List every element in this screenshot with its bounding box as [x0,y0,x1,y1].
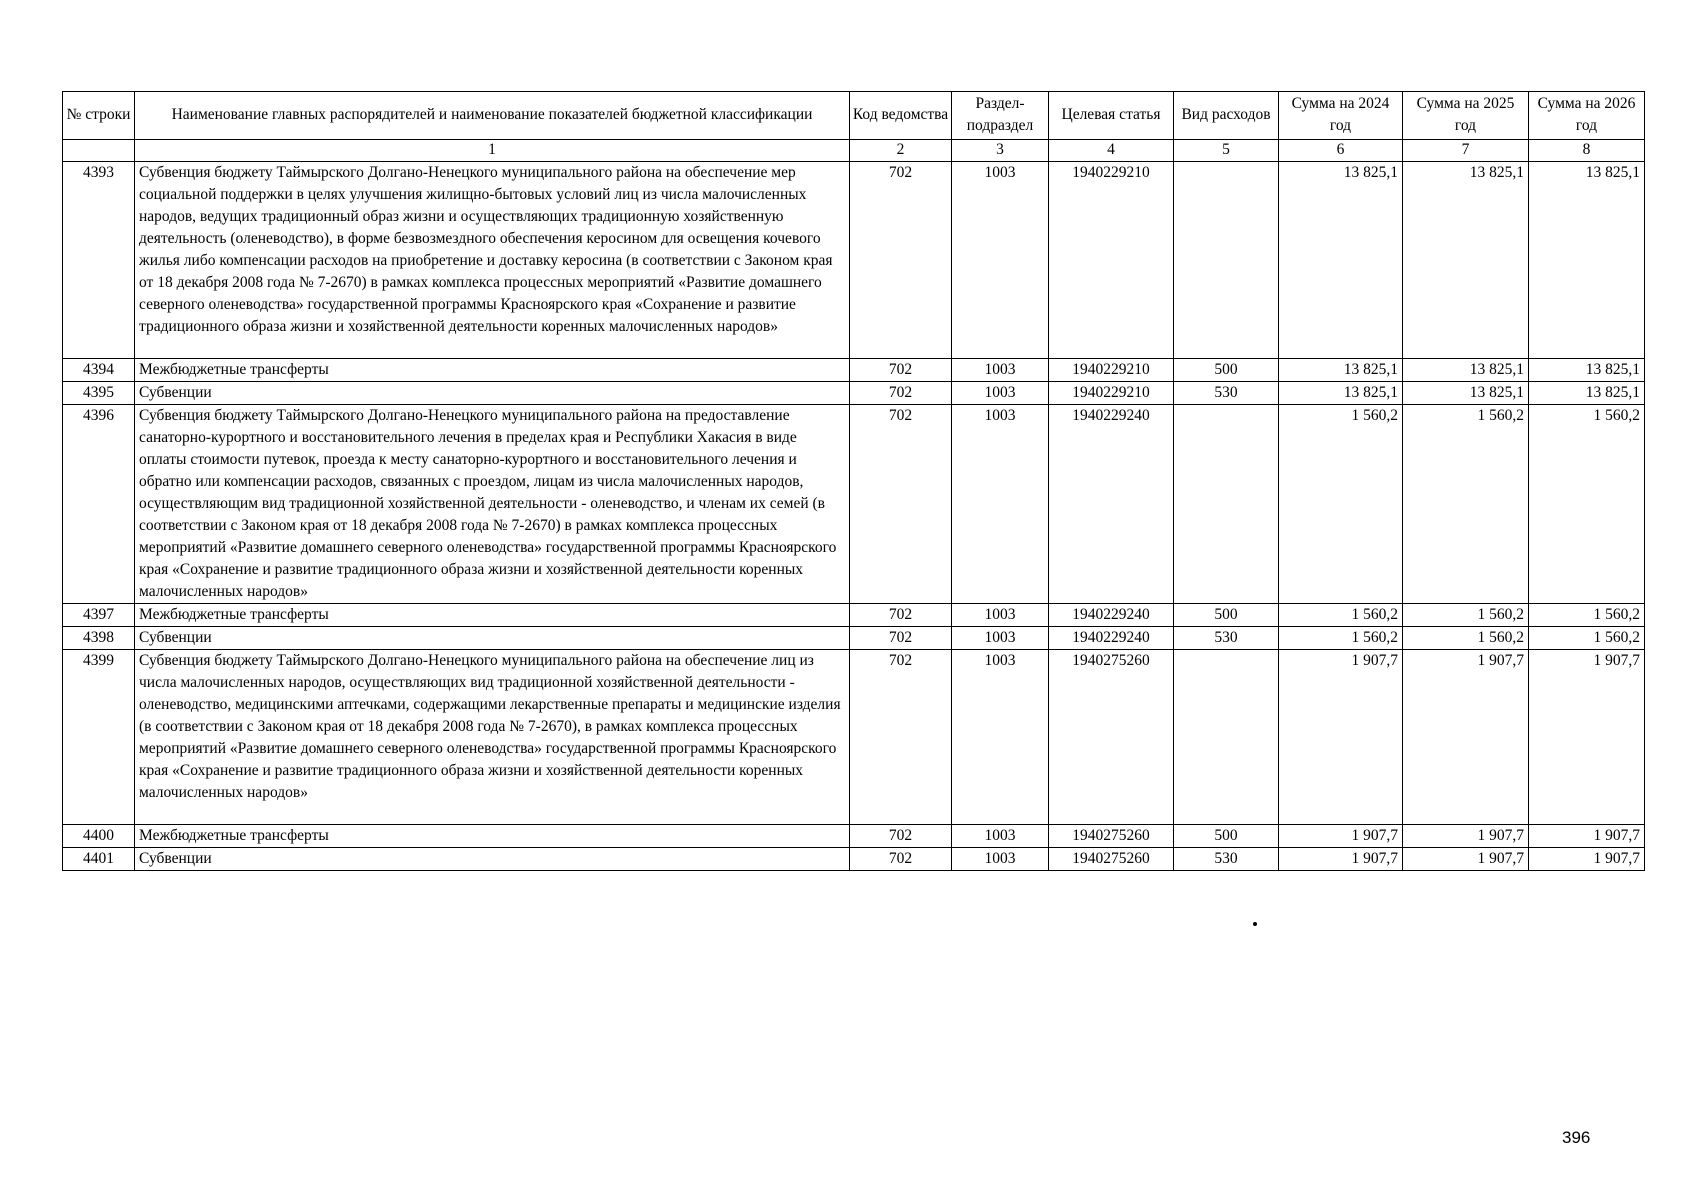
header-expense-type: Вид расходов [1174,92,1279,140]
row-sum-2026: 13 825,1 [1529,161,1645,358]
header-sum-2024: Сумма на 2024 год [1279,92,1403,140]
row-sum-2025: 1 560,2 [1403,626,1529,649]
scan-speck [1253,922,1257,926]
column-number: 8 [1529,139,1645,161]
row-expense-type: 500 [1174,824,1279,847]
row-number: 4394 [63,358,135,381]
table-row [63,603,1645,626]
row-target: 1940275260 [1049,824,1174,847]
row-expense-type [1174,161,1279,358]
row-target: 1940275260 [1049,649,1174,824]
table-row [63,847,1645,870]
row-dept-code: 702 [850,649,952,824]
header-row [63,92,1645,140]
header-sum-2026: Сумма на 2026 год [1529,92,1645,140]
row-name: Межбюджетные трансферты [135,603,850,626]
row-expense-type [1174,649,1279,824]
row-expense-type [1174,404,1279,603]
header-name: Наименование главных распорядителей и наименование показателей бюджетной классификации [135,92,850,140]
row-section: 1003 [952,404,1049,603]
table-row [63,626,1645,649]
row-number: 4397 [63,603,135,626]
row-number: 4395 [63,381,135,404]
row-section: 1003 [952,603,1049,626]
row-section: 1003 [952,161,1049,358]
row-target: 1940229210 [1049,161,1174,358]
row-number: 4398 [63,626,135,649]
budget-table [62,91,1645,871]
row-name: Субвенция бюджету Таймырского Долгано-Ненецкого муниципального района на обеспечение мер социальной поддержки в целях улучшения жилищно-бытовых условий лиц из числа малочисленных народов, ведущих традиционный образ жизни и осуществляющих традиционную хозяйственную деятельность (оленеводство), в форме безвозмездного обеспечения керосином для освещения кочевого жилья либо компенсации расходов на приобретение и доставку керосина (в соответствии с Законом края от 18 декабря 2008 года № 7-2670) в рамках комплекса процессных мероприятий «Развитие домашнего северного оленеводства» государственной программы Красноярского края «Сохранение и развитие традиционного образа жизни и хозяйственной деятельности коренных малочисленных народов» [135,161,850,358]
row-expense-type: 500 [1174,603,1279,626]
row-sum-2024: 1 907,7 [1279,824,1403,847]
row-dept-code: 702 [850,381,952,404]
row-target: 1940229210 [1049,381,1174,404]
row-section: 1003 [952,626,1049,649]
row-sum-2026: 1 907,7 [1529,847,1645,870]
row-sum-2024: 13 825,1 [1279,161,1403,358]
column-number: 2 [850,139,952,161]
budget-sheet [62,91,1644,871]
row-target: 1940229240 [1049,626,1174,649]
row-number: 4393 [63,161,135,358]
page-number: 396 [1562,1128,1591,1147]
row-sum-2024: 1 907,7 [1279,649,1403,824]
table-row [63,404,1645,603]
row-section: 1003 [952,381,1049,404]
row-sum-2025: 1 907,7 [1403,824,1529,847]
row-sum-2026: 1 907,7 [1529,824,1645,847]
column-number-row [63,139,1645,161]
table-row [63,824,1645,847]
row-section: 1003 [952,824,1049,847]
table-row [63,381,1645,404]
table-row [63,358,1645,381]
row-sum-2025: 13 825,1 [1403,161,1529,358]
row-sum-2024: 13 825,1 [1279,381,1403,404]
row-name: Субвенции [135,381,850,404]
row-sum-2026: 1 907,7 [1529,649,1645,824]
row-sum-2025: 1 560,2 [1403,404,1529,603]
row-sum-2024: 13 825,1 [1279,358,1403,381]
row-sum-2026: 1 560,2 [1529,603,1645,626]
row-name: Субвенции [135,847,850,870]
row-number: 4401 [63,847,135,870]
table-row [63,161,1645,358]
row-section: 1003 [952,847,1049,870]
row-expense-type: 530 [1174,847,1279,870]
row-dept-code: 702 [850,824,952,847]
row-name: Межбюджетные трансферты [135,358,850,381]
row-sum-2026: 1 560,2 [1529,404,1645,603]
row-dept-code: 702 [850,603,952,626]
column-number: 5 [1174,139,1279,161]
row-sum-2025: 1 907,7 [1403,649,1529,824]
column-number: 7 [1403,139,1529,161]
row-target: 1940275260 [1049,847,1174,870]
row-number: 4400 [63,824,135,847]
row-sum-2025: 13 825,1 [1403,358,1529,381]
row-section: 1003 [952,358,1049,381]
row-name: Межбюджетные трансферты [135,824,850,847]
row-expense-type: 500 [1174,358,1279,381]
table-row [63,649,1645,824]
row-sum-2026: 13 825,1 [1529,358,1645,381]
header-row-number: № строки [63,92,135,140]
column-number: 6 [1279,139,1403,161]
row-sum-2024: 1 560,2 [1279,626,1403,649]
row-name: Субвенция бюджету Таймырского Долгано-Ненецкого муниципального района на обеспечение лиц из числа малочисленных народов, осуществляющих вид традиционной хозяйственной деятельности - оленеводство, медицинскими аптечками, содержащими лекарственные препараты и медицинские изделия (в соответствии с Законом края от 18 декабря 2008 года № 7-2670), в рамках комплекса процессных мероприятий «Развитие домашнего северного оленеводства» государственной программы Красноярского края «Сохранение и развитие традиционного образа жизни и хозяйственной деятельности коренных малочисленных народов» [135,649,850,824]
column-number: 1 [135,139,850,161]
row-dept-code: 702 [850,847,952,870]
row-dept-code: 702 [850,161,952,358]
row-number: 4399 [63,649,135,824]
row-name: Субвенция бюджету Таймырского Долгано-Ненецкого муниципального района на предоставление санаторно-курортного и восстановительного лечения в пределах края и Республики Хакасия в виде оплаты стоимости путевок, проезда к месту санаторно-курортного и восстановительного лечения и обратно или компенсации расходов, связанных с проездом, лицам из числа малочисленных народов, осуществляющим вид традиционной хозяйственной деятельности - оленеводство, и членам их семей (в соответствии с Законом края от 18 декабря 2008 года № 7-2670) в рамках комплекса процессных мероприятий «Развитие домашнего северного оленеводства» государственной программы Красноярского края «Сохранение и развитие традиционного образа жизни и хозяйственной деятельности коренных малочисленных народов» [135,404,850,603]
row-name: Субвенции [135,626,850,649]
row-target: 1940229240 [1049,603,1174,626]
column-number [63,139,135,161]
row-dept-code: 702 [850,404,952,603]
row-sum-2025: 1 907,7 [1403,847,1529,870]
row-target: 1940229210 [1049,358,1174,381]
row-sum-2026: 13 825,1 [1529,381,1645,404]
row-section: 1003 [952,649,1049,824]
header-sum-2025: Сумма на 2025 год [1403,92,1529,140]
row-sum-2024: 1 560,2 [1279,603,1403,626]
row-number: 4396 [63,404,135,603]
row-dept-code: 702 [850,626,952,649]
row-sum-2025: 1 560,2 [1403,603,1529,626]
row-expense-type: 530 [1174,381,1279,404]
row-sum-2024: 1 560,2 [1279,404,1403,603]
row-sum-2026: 1 560,2 [1529,626,1645,649]
row-expense-type: 530 [1174,626,1279,649]
header-section: Раздел-подраздел [952,92,1049,140]
header-target: Целевая статья [1049,92,1174,140]
row-sum-2025: 13 825,1 [1403,381,1529,404]
row-dept-code: 702 [850,358,952,381]
row-sum-2024: 1 907,7 [1279,847,1403,870]
column-number: 4 [1049,139,1174,161]
column-number: 3 [952,139,1049,161]
row-target: 1940229240 [1049,404,1174,603]
header-dept-code: Код ведомства [850,92,952,140]
